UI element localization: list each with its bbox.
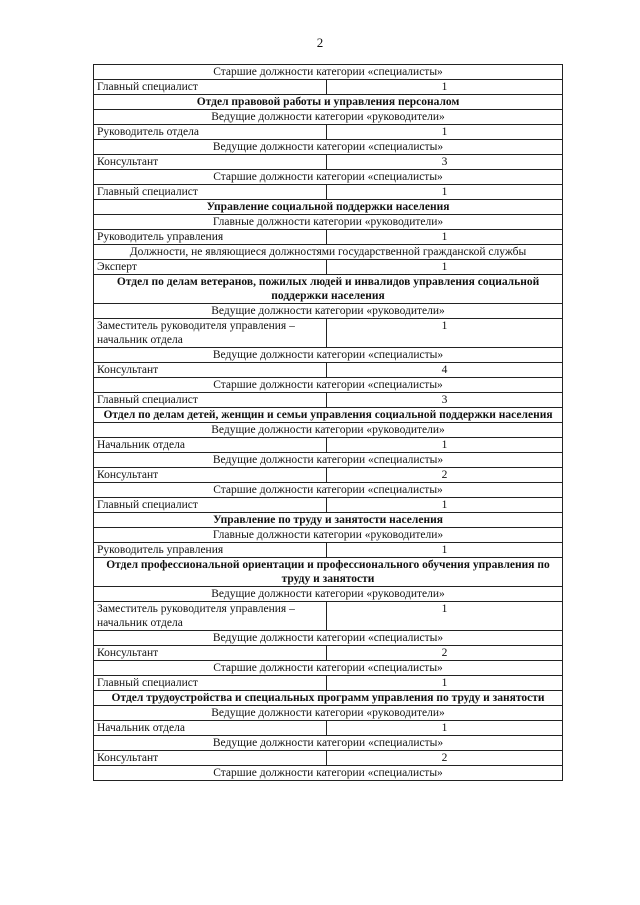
position-count: 1 [327,498,563,513]
position-row [94,363,563,378]
category-row [94,706,563,721]
category-heading: Ведущие должности категории «руководители» [94,423,563,438]
category-heading: Старшие должности категории «специалисты» [94,65,563,80]
category-heading: Ведущие должности категории «специалисты» [94,631,563,646]
category-heading: Старшие должности категории «специалисты» [94,661,563,676]
position-row [94,125,563,140]
section-heading-row [94,691,563,706]
section-heading-row [94,200,563,215]
position-count: 3 [327,393,563,408]
category-row [94,766,563,781]
position-title: Главный специалист [94,676,327,691]
position-count: 1 [327,260,563,275]
position-count: 1 [327,721,563,736]
category-row [94,587,563,602]
section-heading-row [94,558,563,587]
category-heading: Ведущие должности категории «руководители» [94,110,563,125]
position-row [94,319,563,348]
category-heading: Главные должности категории «руководители» [94,528,563,543]
position-row [94,751,563,766]
category-heading: Ведущие должности категории «специалисты» [94,140,563,155]
category-heading: Старшие должности категории «специалисты» [94,378,563,393]
position-row [94,185,563,200]
category-heading: Ведущие должности категории «специалисты» [94,453,563,468]
position-title: Начальник отдела [94,721,327,736]
position-row [94,646,563,661]
position-title: Начальник отдела [94,438,327,453]
position-title: Консультант [94,646,327,661]
position-title: Руководитель управления [94,543,327,558]
position-count: 1 [327,676,563,691]
position-row [94,80,563,95]
section-heading: Управление социальной поддержки населения [94,200,563,215]
category-row [94,110,563,125]
position-row [94,721,563,736]
position-count: 1 [327,438,563,453]
position-row [94,155,563,170]
category-row [94,170,563,185]
position-count: 2 [327,468,563,483]
position-title: Заместитель руководителя управления – начальник отдела [94,319,327,348]
section-heading: Управление по труду и занятости населения [94,513,563,528]
position-count: 4 [327,363,563,378]
position-title: Консультант [94,155,327,170]
position-title: Главный специалист [94,393,327,408]
position-row [94,438,563,453]
category-heading: Ведущие должности категории «руководители» [94,706,563,721]
position-row [94,468,563,483]
position-title: Главный специалист [94,80,327,95]
category-row [94,304,563,319]
category-row [94,423,563,438]
section-heading: Отдел правовой работы и управления персоналом [94,95,563,110]
category-row [94,378,563,393]
section-heading-row [94,95,563,110]
section-heading: Отдел трудоустройства и специальных программ управления по труду и занятости [94,691,563,706]
position-count: 2 [327,646,563,661]
staff-table [93,64,563,781]
position-row [94,498,563,513]
position-count: 2 [327,751,563,766]
position-count: 1 [327,230,563,245]
position-title: Эксперт [94,260,327,275]
section-heading: Отдел профессиональной ориентации и профессионального обучения управления по труду и занятости [94,558,563,587]
category-heading: Ведущие должности категории «специалисты» [94,348,563,363]
position-row [94,543,563,558]
position-title: Консультант [94,468,327,483]
position-title: Главный специалист [94,185,327,200]
category-row [94,65,563,80]
category-heading: Старшие должности категории «специалисты» [94,170,563,185]
position-title: Консультант [94,751,327,766]
category-heading: Ведущие должности категории «специалисты» [94,736,563,751]
position-row [94,393,563,408]
section-heading-row [94,408,563,423]
category-row [94,245,563,260]
position-title: Руководитель управления [94,230,327,245]
position-count: 1 [327,80,563,95]
category-row [94,453,563,468]
category-heading: Главные должности категории «руководители» [94,215,563,230]
position-title: Руководитель отдела [94,125,327,140]
category-heading: Старшие должности категории «специалисты» [94,766,563,781]
position-count: 1 [327,125,563,140]
section-heading-row [94,275,563,304]
category-heading: Ведущие должности категории «руководители» [94,587,563,602]
category-row [94,736,563,751]
category-heading: Должности, не являющиеся должностями государственной гражданской службы [94,245,563,260]
category-heading: Ведущие должности категории «руководители» [94,304,563,319]
page-number: 2 [316,35,324,50]
category-heading: Старшие должности категории «специалисты» [94,483,563,498]
section-heading: Отдел по делам детей, женщин и семьи управления социальной поддержки населения [94,408,563,423]
category-row [94,661,563,676]
position-count: 1 [327,185,563,200]
position-count: 1 [327,319,563,348]
position-title: Главный специалист [94,498,327,513]
category-row [94,483,563,498]
position-count: 3 [327,155,563,170]
position-count: 1 [327,602,563,631]
position-row [94,230,563,245]
staff-table-body [94,65,563,781]
category-row [94,215,563,230]
position-count: 1 [327,543,563,558]
position-row [94,676,563,691]
position-title: Консультант [94,363,327,378]
section-heading: Отдел по делам ветеранов, пожилых людей и инвалидов управления социальной поддержки населения [94,275,563,304]
category-row [94,631,563,646]
category-row [94,528,563,543]
category-row [94,348,563,363]
position-row [94,260,563,275]
section-heading-row [94,513,563,528]
position-title: Заместитель руководителя управления – начальник отдела [94,602,327,631]
position-row [94,602,563,631]
category-row [94,140,563,155]
